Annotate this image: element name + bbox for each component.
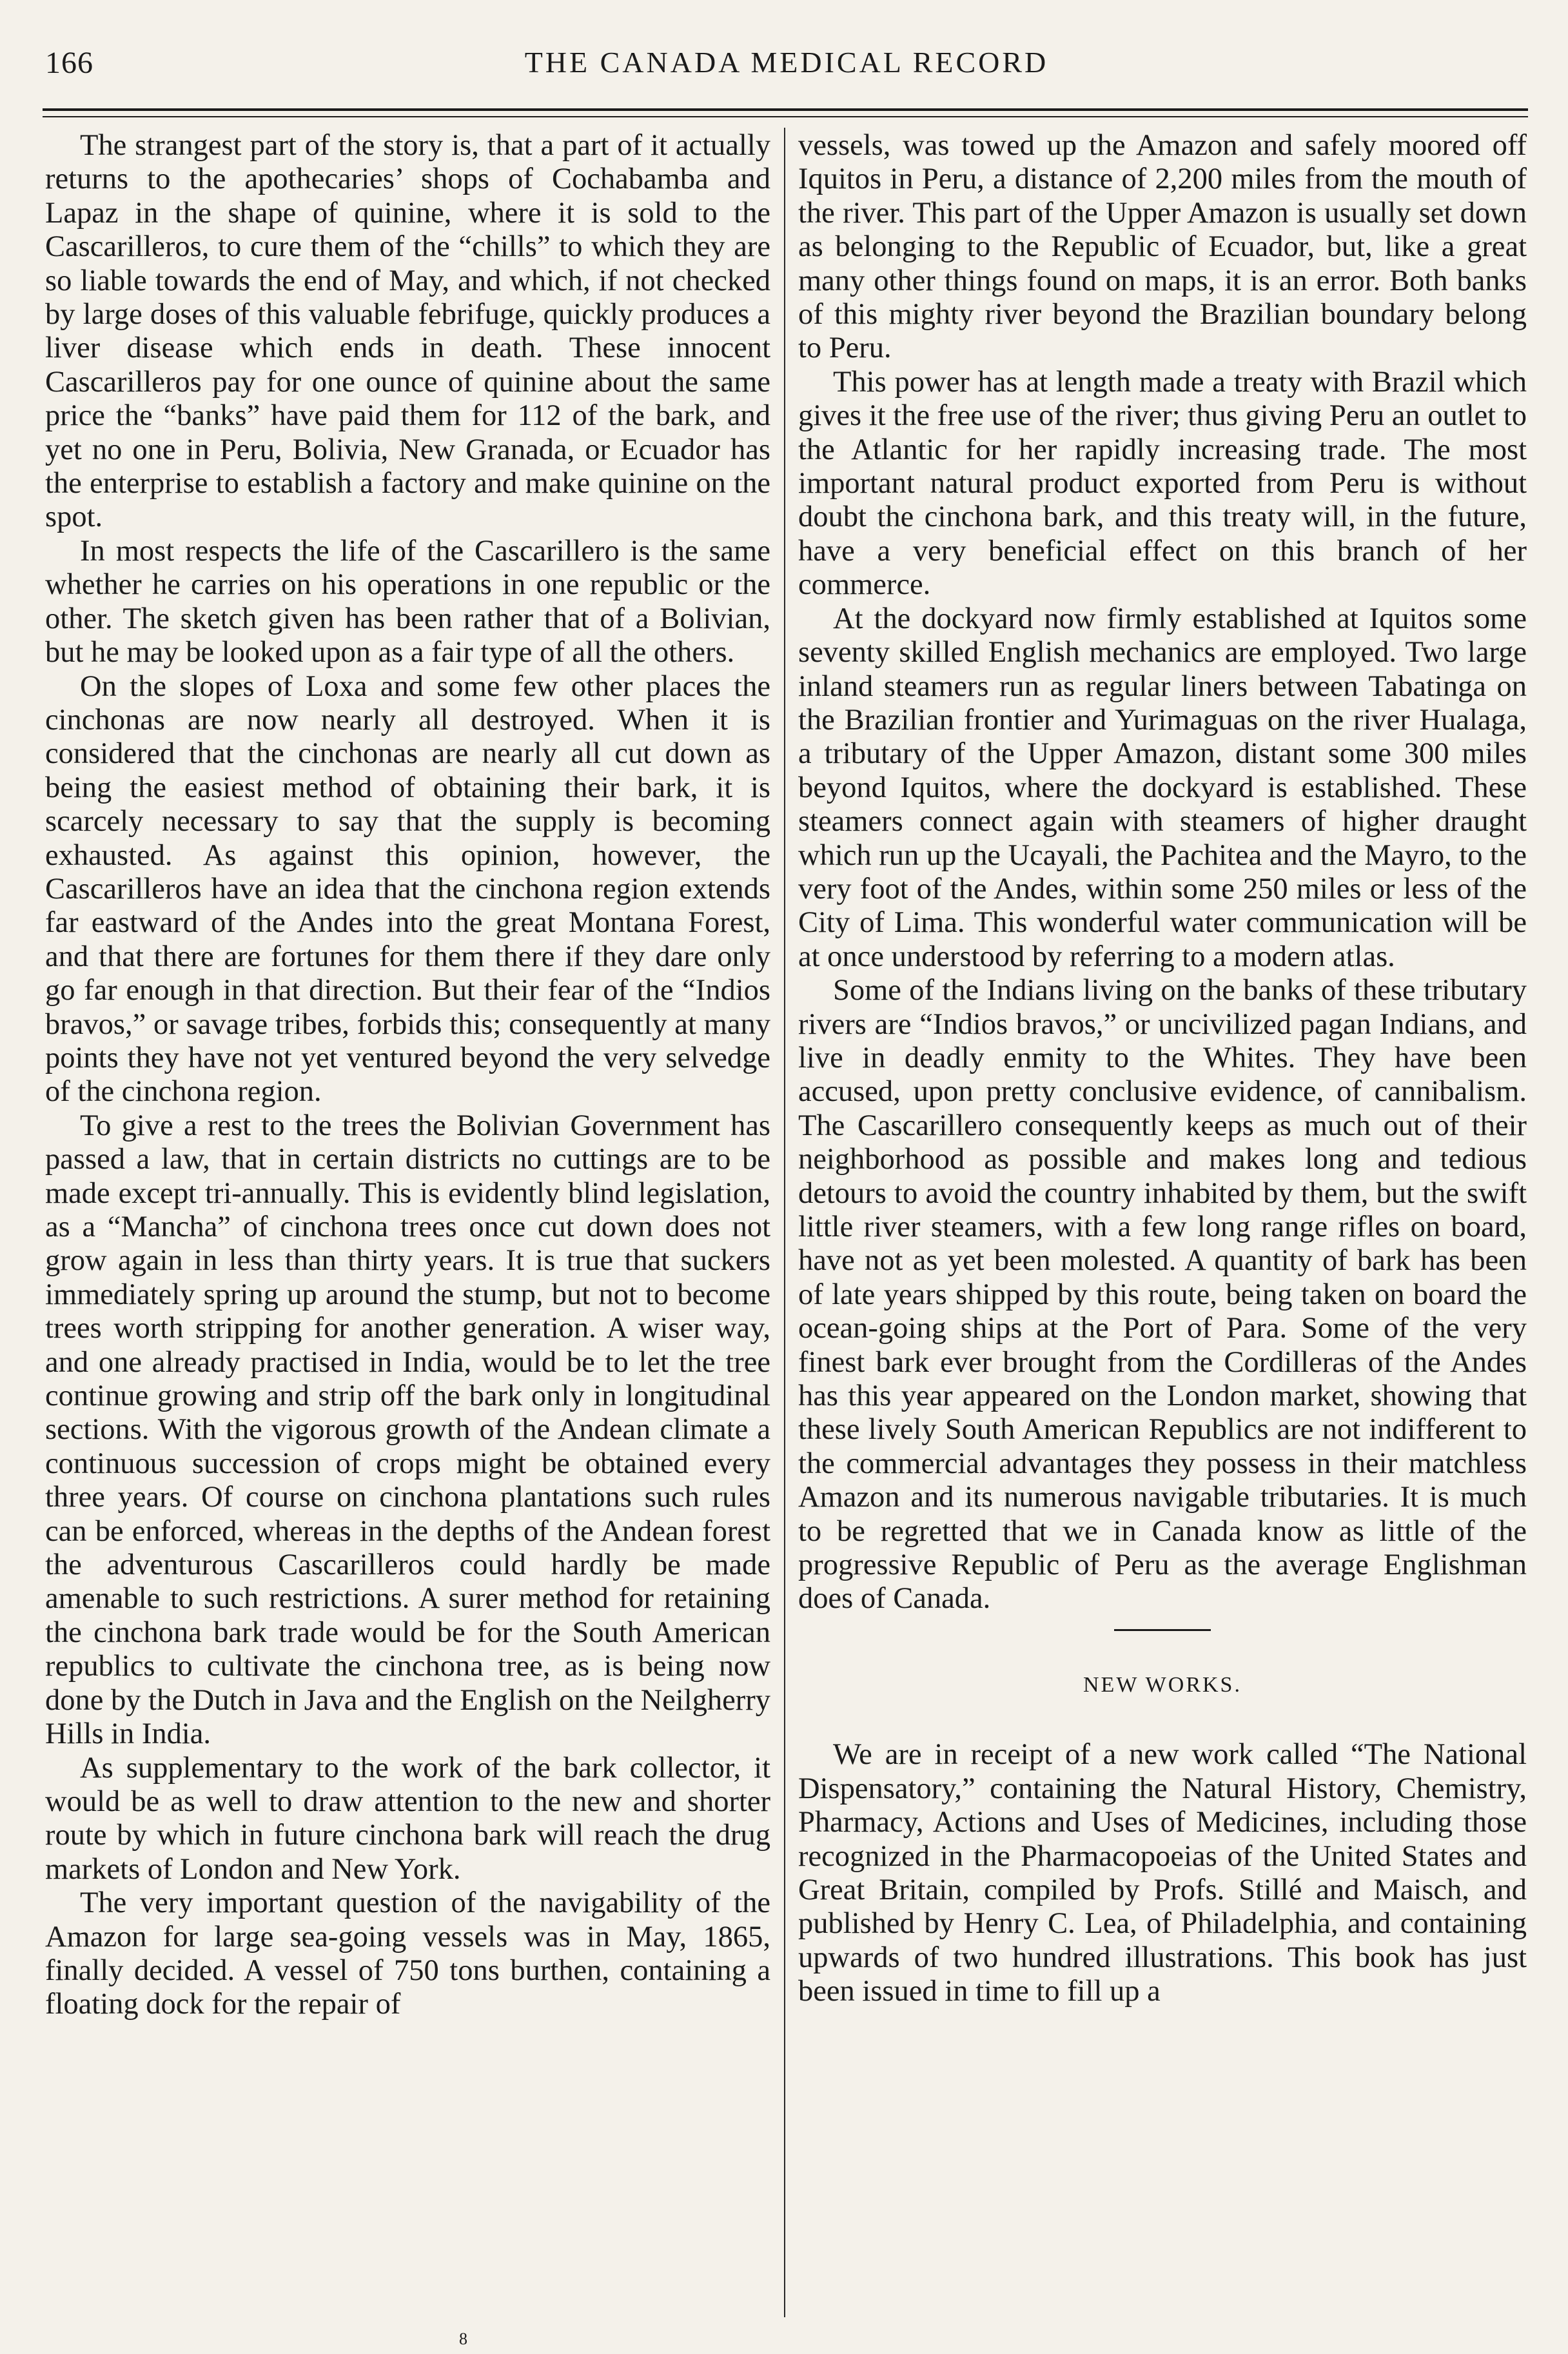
signature-mark: 8 (459, 2329, 467, 2348)
section-heading: NEW WORKS. (1083, 1672, 1242, 1697)
running-head (45, 45, 1528, 97)
paragraph: In most respects the life of the Cascarillero is the same whether he carries on his operations in one republic or the other. The sketch given has been rather that of a Bolivian, but he may be looked upon as a fair type of all the others. (45, 534, 770, 669)
right-column (798, 129, 1527, 2009)
paragraph: As supplementary to the work of the bark collector, it would be as well to draw attention to the new and shorter route by which in future cinchona bark will reach the drug markets of London and New York. (45, 1751, 770, 1886)
header-rule (43, 108, 1528, 111)
paragraph: This power has at length made a treaty with Brazil which gives it the free use of the river; thus giving Peru an outlet to the Atlantic for her rapidly increasing trade. The most important natural product exported from Peru is without doubt the cinchona bark, and this treaty will, in the future, have a very beneficial effect on this branch of her commerce. (798, 365, 1527, 602)
paragraph: We are in receipt of a new work called “The National Dispensatory,” containing the Natural History, Chemistry, Pharmacy, Actions and Uses of Medicines, including those recognized in the Pharmacopoeias of the United States and Great Britain, compiled by Profs. Stillé and Maisch, and published by Henry C. Lea, of Philadelphia, and containing upwards of two hundred illustrations. This book has just been issued in time to fill up a (798, 1738, 1527, 2008)
header-rule-thin (43, 116, 1528, 117)
paragraph: At the dockyard now firmly established at Iquitos some seventy skilled English mechanics are employed. Two large inland steamers run as regular liners between Tabatinga on the Brazilian frontier and Yurimaguas on the river Hualaga, a tributary of the Upper Amazon, distant some 300 miles beyond Iquitos, where the dockyard is established. These steamers connect again with steamers of higher draught which run up the Ucayali, the Pachitea and the Mayro, to the very foot of the Andes, within some 250 miles or less of the City of Lima. This wonderful water communication will be at once understood by referring to a modern atlas. (798, 602, 1527, 973)
left-column (45, 129, 770, 2022)
paragraph: On the slopes of Loxa and some few other places the cinchonas are now nearly all destroyed. When it is considered that the cinchonas are nearly all cut down as being the easiest method of obtaining their bark, it is scarcely necessary to say that the supply is becoming exhausted. As against this opinion, however, the Cascarilleros have an idea that the cinchona region extends far eastward of the Andes into the great Montana Forest, and that there are fortunes for them there if they dare only go far enough in that direction. But their fear of the “Indios bravos,” or savage tribes, forbids this; consequently at many points they have not yet ventured beyond the very selvedge of the cinchona region. (45, 669, 770, 1109)
section-divider (1114, 1629, 1211, 1631)
paragraph: To give a rest to the trees the Bolivian Government has passed a law, that in certain districts no cuttings are to be made except tri-annually. This is evidently blind legislation, as a “Mancha” of cinchona trees once cut down does not grow again in less than thirty years. It is true that suckers immediately spring up around the stump, but not to become trees worth stripping for another generation. A wiser way, and one already practised in India, would be to let the tree continue growing and strip off the bark only in longitudinal sections. With the vigorous growth of the Andean climate a continuous succession of crops might be obtained every three years. Of course on cinchona plantations such rules can be enforced, whereas in the depths of the Andean forest the adventurous Cascarilleros could hardly be made amenable to such restrictions. A surer method for retaining the cinchona bark trade would be for the South American republics to cultivate the cinchona tree, as is being now done by the Dutch in Java and the English on the Neilgherry Hills in India. (45, 1109, 770, 1751)
page-number: 166 (45, 46, 93, 80)
paragraph: The very important question of the navigability of the Amazon for large sea-going vessels was in May, 1865, finally decided. A vessel of 750 tons burthen, containing a floating dock for the repair of (45, 1886, 770, 2021)
paragraph: Some of the Indians living on the banks of these tributary rivers are “Indios bravos,” or uncivilized pagan Indians, and live in deadly enmity to the Whites. They have been accused, upon pretty conclusive evidence, of cannibalism. The Cascarillero consequently keeps as much out of their neighborhood as possible and makes long and tedious detours to avoid the country inhabited by them, but the swift little river steamers, with a few long range rifles on board, have not as yet been molested. A quantity of bark has been of late years shipped by this route, being taken on board the ocean-going ships at the Port of Para. Some of the very finest bark ever brought from the Cordilleras of the Andes has this year appeared on the London market, showing that these lively South American Republics are not indifferent to the commercial advantages they possess in their matchless Amazon and its numerous navigable tributaries. It is much to be regretted that we in Canada know as little of the progressive Republic of Peru as the average Englishman does of Canada. (798, 974, 1527, 1616)
column-divider (784, 128, 785, 2317)
paragraph: vessels, was towed up the Amazon and safely moored off Iquitos in Peru, a distance of 2,200 miles from the mouth of the river. This part of the Upper Amazon is usually set down as belonging to the Republic of Ecuador, but, like a great many other things found on maps, it is an error. Both banks of this mighty river beyond the Brazilian boundary belong to Peru. (798, 129, 1527, 365)
paragraph: The strangest part of the story is, that a part of it actually returns to the apothecaries’ shops of Cochabamba and Lapaz in the shape of quinine, where it is sold to the Cascarilleros, to cure them of the “chills” to which they are so liable towards the end of May, and which, if not checked by large doses of this valuable febrifuge, quickly produces a liver disease which ends in death. These innocent Cascarilleros pay for one ounce of quinine about the same price the “banks” have paid them for 112 of the bark, and yet no one in Peru, Bolivia, New Granada, or Ecuador has the enterprise to establish a factory and make quinine on the spot. (45, 129, 770, 534)
journal-title: THE CANADA MEDICAL RECORD (524, 46, 1049, 79)
